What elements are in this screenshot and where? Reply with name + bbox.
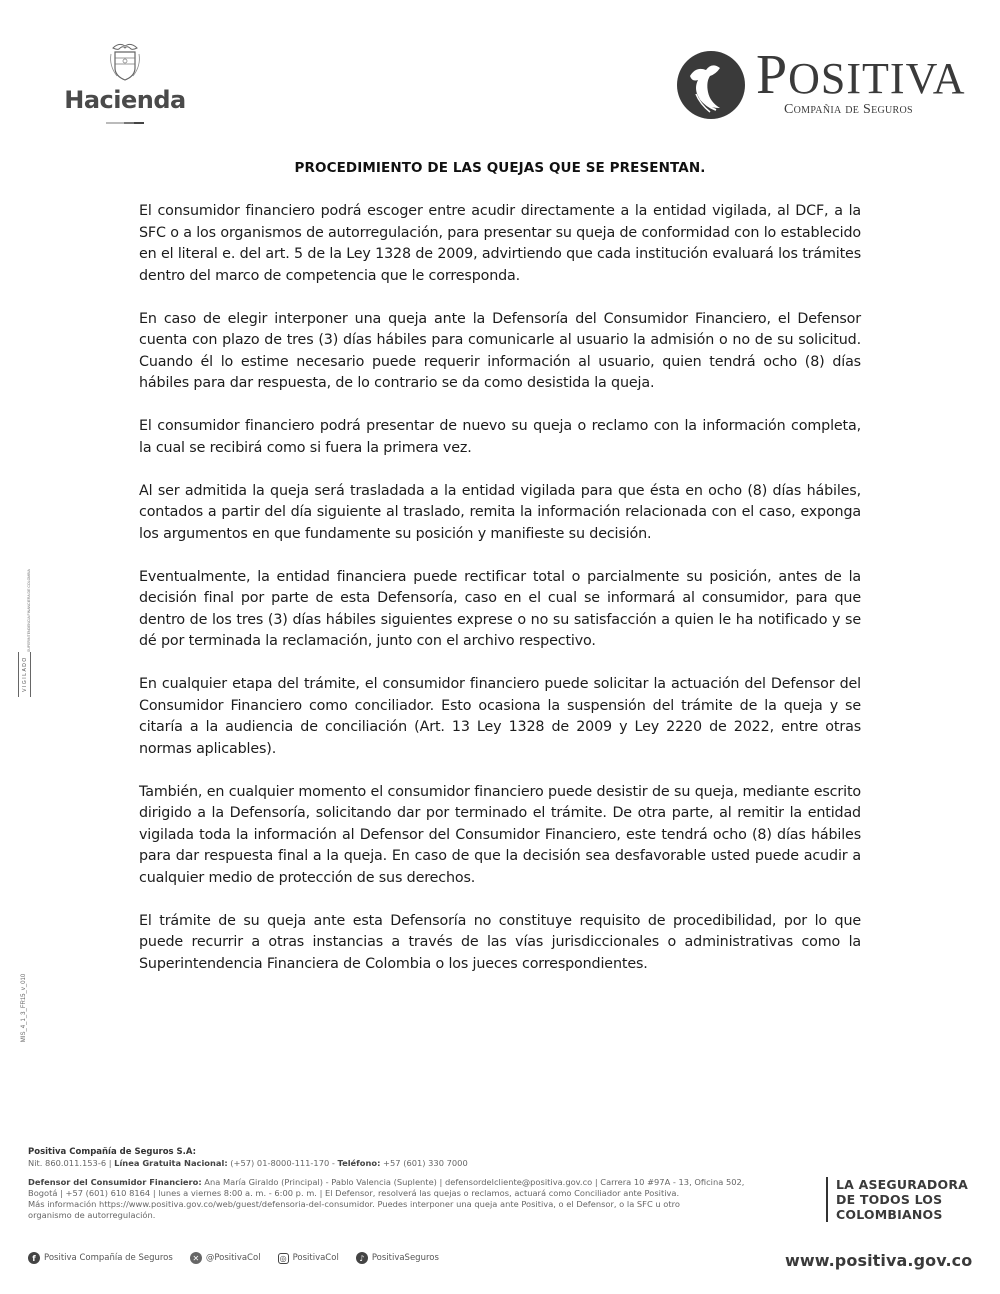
paragraph: Al ser admitida la queja será trasladada a la entidad vigilada para que ésta en ocho (8) días hábiles, contados a partir del día siguiente al traslado, remita la información relacionada con el caso, exponga los argumentos en que fundamente su posición y manifieste su decisión. xyxy=(139,482,861,542)
hacienda-logo-text: Hacienda xyxy=(64,86,186,114)
positiva-brand-name: POSITIVA xyxy=(756,44,966,106)
document-code-text: MIS_4_1_3_FR15_v_010 xyxy=(21,973,27,1042)
instagram-icon: ◎ xyxy=(278,1253,289,1264)
coat-of-arms-icon xyxy=(105,40,145,84)
document-code xyxy=(14,970,34,1045)
footer-mas-info: Más información https://www.positiva.gov.co/web/guest/defensoria-del-consumidor. Puedes interponer una queja ante Positiva, o el Defensor, o la SFC u otro xyxy=(28,1199,680,1209)
footer-mas-info-2: organismo de autorregulación. xyxy=(28,1210,156,1220)
social-links xyxy=(28,1252,456,1264)
paragraph: El trámite de su queja ante esta Defensoría no constituye requisito de procedibilidad, por lo que puede recurrir a otras instancias a través de las vías jurisdiccionales o administrativas como la Superintendencia Financiera de Colombia o los jueces correspondientes. xyxy=(139,912,861,972)
x-twitter-icon: ✕ xyxy=(190,1252,202,1264)
paragraph: También, en cualquier momento el consumidor financiero puede desistir de su queja, mediante escrito dirigido a la Defensoría, solicitando dar por terminado el trámite. De otra parte, al remitir la entidad vigilada toda la información al Defensor del Consumidor Financiero, este tendrá ocho (8) días hábiles para dar respuesta final a la queja. En caso de que la decisión sea desfavorable usted puede acudir a cualquier medio de protección de sus derechos. xyxy=(139,783,861,886)
social-label: PositivaCol xyxy=(292,1253,339,1263)
footer-linea-label: Línea Gratuita Nacional: xyxy=(114,1158,228,1168)
paragraph: El consumidor financiero podrá presentar de nuevo su queja o reclamo con la información completa, la cual se recibirá como si fuera la primera vez. xyxy=(139,418,861,456)
vigilado-label: VIGILADO xyxy=(22,656,28,692)
tagline-line: LA ASEGURADORA xyxy=(836,1177,969,1192)
tagline-line: COLOMBIANOS xyxy=(836,1207,943,1222)
footer-telefono-label: Teléfono: xyxy=(337,1158,381,1168)
footer-info xyxy=(28,1147,818,1221)
footer-tagline xyxy=(826,1177,968,1222)
paragraph: En cualquier etapa del trámite, el consumidor financiero puede solicitar la actuación del Defensor del Consumidor Financiero como conciliador. Esto ocasiona la suspensión del trámite de la queja y se citaría a la audiencia de conciliación (Art. 13 Ley 1328 de 2009 y Ley 2220 de 2022, entre otras normas aplicables). xyxy=(139,676,861,757)
footer-defensor-text: Ana María Giraldo (Principal) - Pablo Valencia (Suplente) | defensordelcliente@positiva.gov.co | Carrera 10 #97A - 13, Oficina 502, xyxy=(201,1177,745,1187)
positiva-logo xyxy=(676,44,966,124)
footer-telefono-value: +57 (601) 330 7000 xyxy=(380,1158,468,1168)
social-instagram[interactable] xyxy=(278,1253,339,1264)
footer-nit: Nit. 860.011.153-6 | xyxy=(28,1158,115,1168)
social-tiktok[interactable] xyxy=(356,1252,439,1264)
positiva-brand-subtitle: Compañia de Seguros xyxy=(784,102,913,117)
social-label: PositivaSeguros xyxy=(371,1253,439,1263)
hacienda-logo xyxy=(60,40,190,124)
document-body xyxy=(139,201,861,997)
website-link[interactable]: www.positiva.gov.co xyxy=(785,1251,973,1270)
footer-contact-line xyxy=(28,1158,818,1169)
hacienda-color-bar xyxy=(60,122,190,124)
footer-company-name: Positiva Compañía de Seguros S.A: xyxy=(28,1147,197,1157)
vigilado-entity: SUPERINTENDENCIA FINANCIERA DE COLOMBIA xyxy=(27,569,31,652)
footer-defensor-line-2: Bogotá | +57 (601) 610 8164 | lunes a viernes 8:00 a. m. - 6:00 p. m. | El Defensor, resolverá las quejas o reclamos, actuará como Conciliador ante Positiva. xyxy=(28,1188,680,1198)
paragraph: El consumidor financiero podrá escoger entre acudir directamente a la entidad vigilada, al DCF, a la SFC o a los organismos de autorregulación, para presentar su queja de conformidad con lo establecido en el literal e. del art. 5 de la Ley 1328 de 2009, advirtiendo que cada institución evaluará los trámites dentro del marco de competencia que le corresponda. xyxy=(139,203,861,284)
vigilado-stamp xyxy=(15,569,35,707)
social-x[interactable] xyxy=(190,1252,261,1264)
facebook-icon: f xyxy=(28,1252,40,1264)
paragraph: En caso de elegir interponer una queja ante la Defensoría del Consumidor Financiero, el Defensor cuenta con plazo de tres (3) días hábiles para comunicarle al usuario la admisión o no de su solicitud. Cuando él lo estime necesario puede requerir información al usuario, quien tendrá ocho (8) días hábiles para dar respuesta, de lo contrario se da como desistida la queja. xyxy=(139,310,861,391)
positiva-circle-logo-icon xyxy=(676,50,746,120)
footer-defensor-label: Defensor del Consumidor Financiero: xyxy=(28,1177,202,1187)
social-label: Positiva Compañía de Seguros xyxy=(44,1253,173,1263)
tiktok-icon: ♪ xyxy=(356,1252,368,1264)
paragraph: Eventualmente, la entidad financiera puede rectificar total o parcialmente su posición, antes de la decisión final por parte de esta Defensoría, caso en el cual se informará al consumidor, para que dentro de los tres (3) días hábiles siguientes exprese o no su satisfacción a quien le ha notificado y se dé por terminada la reclamación, junto con el archivo respectivo. xyxy=(139,568,861,649)
footer-defensor-line xyxy=(28,1177,818,1188)
document-title: PROCEDIMIENTO DE LAS QUEJAS QUE SE PRESENTAN. xyxy=(294,160,706,176)
social-facebook[interactable] xyxy=(28,1252,173,1264)
footer-linea-value: (+57) 01-8000-111-170 - xyxy=(227,1158,338,1168)
tagline-line: DE TODOS LOS xyxy=(836,1192,943,1207)
social-label: @PositivaCol xyxy=(205,1253,261,1263)
